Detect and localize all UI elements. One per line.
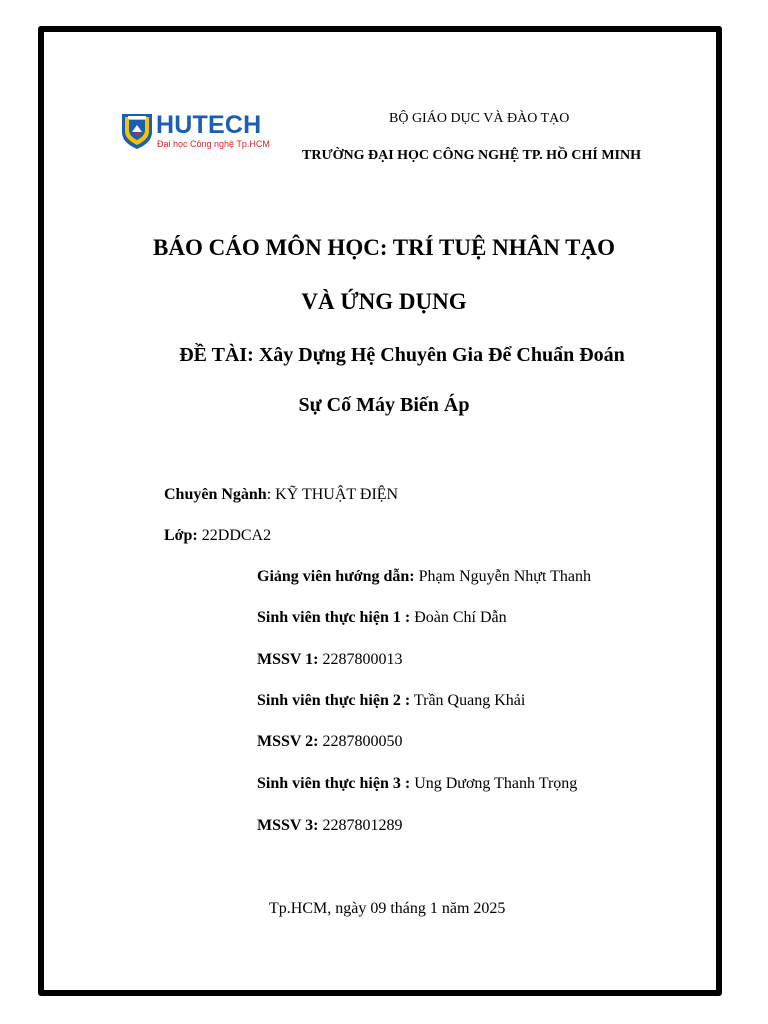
student-3-label: Sinh viên thực hiện 3 : xyxy=(257,775,411,792)
student-id-3-label: MSSV 3: xyxy=(257,817,319,834)
class-value: 22DDCA2 xyxy=(197,527,272,544)
advisor-value: Phạm Nguyễn Nhựt Thanh xyxy=(414,568,591,585)
student-2-value: Trần Quang Khải xyxy=(410,692,526,709)
university-logo xyxy=(120,112,280,154)
student-id-2-label: MSSV 2: xyxy=(257,733,319,750)
ministry-name: BỘ GIÁO DỤC VÀ ĐÀO TẠO xyxy=(389,111,570,126)
topic-line-1: ĐỀ TÀI: Xây Dựng Hệ Chuyên Gia Để Chuẩn Đoán xyxy=(179,344,625,366)
class-row xyxy=(164,526,271,546)
logo-wordmark: HUTECH xyxy=(156,111,262,139)
student-1-row xyxy=(257,608,507,628)
student-id-2-row xyxy=(257,732,403,752)
student-id-1-label: MSSV 1: xyxy=(257,651,319,668)
university-name: TRƯỜNG ĐẠI HỌC CÔNG NGHỆ TP. HỒ CHÍ MINH xyxy=(302,148,642,163)
logo-tagline: Đại học Công nghệ Tp.HCM xyxy=(157,139,270,149)
student-3-row xyxy=(257,774,577,794)
class-label: Lớp: xyxy=(164,527,198,544)
report-title-line-1: BÁO CÁO MÔN HỌC: TRÍ TUỆ NHÂN TẠO xyxy=(153,235,615,260)
major-value: : KỸ THUẬT ĐIỆN xyxy=(266,486,399,503)
topic-line-2: Sự Cố Máy Biến Áp xyxy=(298,394,470,416)
student-id-3-row xyxy=(257,816,403,836)
advisor-row xyxy=(257,567,591,587)
major-row xyxy=(164,485,398,505)
student-1-value: Đoàn Chí Dẫn xyxy=(410,609,507,626)
major-label: Chuyên Ngành xyxy=(164,486,267,503)
student-id-1-value: 2287800013 xyxy=(318,651,403,668)
page-border xyxy=(38,26,722,996)
student-1-label: Sinh viên thực hiện 1 : xyxy=(257,609,411,626)
student-id-3-value: 2287801289 xyxy=(318,817,403,834)
student-3-value: Ung Dương Thanh Trọng xyxy=(410,775,578,792)
student-2-row xyxy=(257,691,525,711)
place-and-date: Tp.HCM, ngày 09 tháng 1 năm 2025 xyxy=(269,900,506,917)
student-id-1-row xyxy=(257,650,403,670)
shield-icon xyxy=(120,112,154,150)
student-id-2-value: 2287800050 xyxy=(318,733,403,750)
report-title-line-2: VÀ ỨNG DỤNG xyxy=(301,289,467,314)
student-2-label: Sinh viên thực hiện 2 : xyxy=(257,692,411,709)
advisor-label: Giảng viên hướng dẫn: xyxy=(257,568,415,585)
